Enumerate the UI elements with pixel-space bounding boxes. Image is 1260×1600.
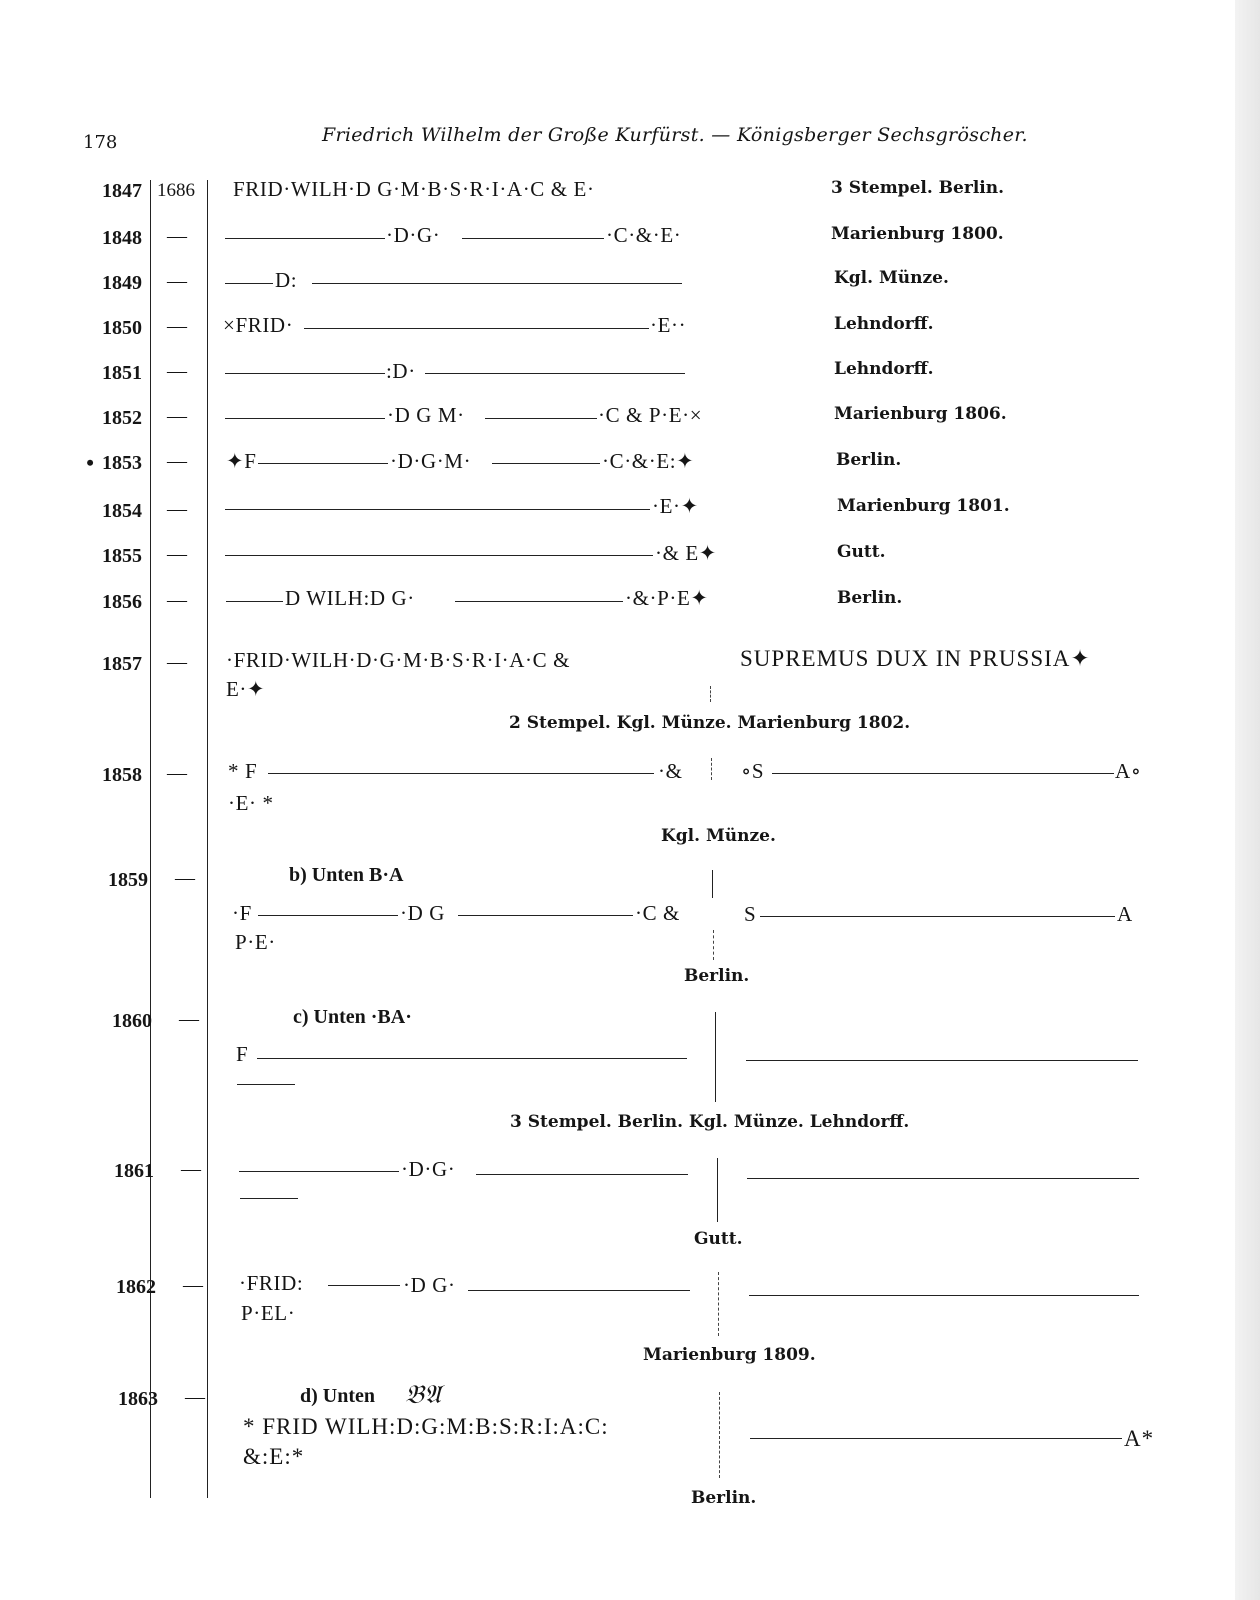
mint-note: Gutt. bbox=[837, 542, 886, 562]
legend-text: ·E·✦ bbox=[652, 494, 699, 518]
entry-number: 1848 bbox=[102, 227, 142, 249]
ellipsis-rule bbox=[760, 916, 1115, 917]
entry-date: — bbox=[167, 651, 187, 673]
obverse-legend-continued: ·E· * bbox=[228, 791, 274, 815]
ellipsis-rule bbox=[746, 1060, 1138, 1061]
legend-text: ✦F bbox=[226, 449, 257, 473]
ellipsis-rule bbox=[258, 915, 398, 916]
entry-number: 1849 bbox=[102, 272, 142, 294]
mintmaster-mark: 𝔅𝔄 bbox=[405, 1380, 442, 1410]
entry-number: 1847 bbox=[102, 180, 142, 202]
entry-date: — bbox=[167, 315, 187, 337]
side-divider bbox=[711, 758, 712, 780]
side-divider bbox=[719, 1392, 720, 1478]
ellipsis-rule bbox=[258, 463, 388, 464]
obverse-legend: * F bbox=[228, 759, 258, 783]
reverse-legend: A bbox=[1117, 902, 1133, 926]
ellipsis-rule bbox=[225, 238, 385, 239]
mint-note: 3 Stempel. Berlin. bbox=[831, 178, 1005, 198]
entry-date: — bbox=[167, 498, 187, 520]
running-header: Friedrich Wilhelm der Große Kurfürst. — Königsberger Sechsgröscher. bbox=[322, 124, 1028, 146]
obverse-legend: ·F bbox=[232, 901, 252, 925]
legend-text: D: bbox=[275, 268, 298, 292]
obverse-legend: ·C & bbox=[635, 901, 680, 925]
legend-text: ·D G M· bbox=[387, 403, 465, 427]
mint-note: 2 Stempel. Kgl. Münze. Marienburg 1802. bbox=[509, 713, 911, 733]
entry-number: 1850 bbox=[102, 317, 142, 339]
obverse-legend: * FRID WILH:D:G:M:B:S:R:I:A:C: bbox=[243, 1414, 609, 1439]
ellipsis-rule bbox=[312, 283, 682, 284]
ellipsis-rule bbox=[225, 509, 650, 510]
mint-note: Gutt. bbox=[694, 1229, 743, 1249]
mint-note: Lehndorff. bbox=[834, 314, 934, 334]
ellipsis-rule bbox=[226, 601, 283, 602]
page-number: 178 bbox=[83, 132, 118, 153]
ellipsis-rule bbox=[747, 1178, 1139, 1179]
entry-number: 1860 bbox=[112, 1010, 152, 1032]
entry-date: — bbox=[167, 270, 187, 292]
ellipsis-rule bbox=[468, 1290, 690, 1291]
ellipsis-rule bbox=[239, 1171, 399, 1172]
obverse-legend: ·FRID: bbox=[239, 1271, 304, 1295]
section-heading: c) Unten ·BA· bbox=[293, 1006, 412, 1028]
reverse-legend: S bbox=[744, 902, 757, 926]
entry-date: 1686 bbox=[157, 180, 195, 201]
obverse-legend: ·D G bbox=[400, 901, 445, 925]
section-heading: b) Unten B·A bbox=[289, 864, 404, 886]
entry-date: — bbox=[167, 360, 187, 382]
ellipsis-rule bbox=[268, 773, 654, 774]
obverse-legend-continued: E·✦ bbox=[226, 677, 266, 701]
ellipsis-rule bbox=[257, 1058, 687, 1059]
obverse-legend: ·FRID·WILH·D·G·M·B·S·R·I·A·C & bbox=[226, 648, 571, 672]
ellipsis-rule bbox=[462, 238, 604, 239]
mint-note: Berlin. bbox=[691, 1488, 757, 1508]
entry-date: — bbox=[167, 225, 187, 247]
side-divider bbox=[717, 1158, 718, 1222]
mint-note: Marienburg 1800. bbox=[831, 224, 1004, 244]
mint-note: Marienburg 1809. bbox=[643, 1345, 816, 1365]
entry-number: 1857 bbox=[102, 653, 142, 675]
obverse-legend: ·& bbox=[658, 759, 683, 783]
legend-text: ·C·&·E· bbox=[606, 223, 682, 247]
obverse-legend: ·D G· bbox=[403, 1273, 456, 1297]
entry-date: — bbox=[167, 762, 187, 784]
legend-text: FRID·WILH·D G·M·B·S·R·I·A·C & E· bbox=[233, 177, 595, 201]
ellipsis-rule bbox=[304, 328, 649, 329]
legend-text: ·& E✦ bbox=[655, 541, 718, 565]
ellipsis-rule bbox=[750, 1438, 1122, 1439]
reverse-legend: A* bbox=[1124, 1426, 1155, 1451]
legend-text: ·E·· bbox=[650, 313, 687, 337]
entry-number: 1855 bbox=[102, 545, 142, 567]
side-divider bbox=[718, 1272, 719, 1336]
page-edge bbox=[1235, 0, 1260, 1600]
mint-note: Kgl. Münze. bbox=[834, 268, 949, 288]
legend-text: ·C·&·E:✦ bbox=[602, 449, 695, 473]
ellipsis-rule bbox=[237, 1084, 295, 1085]
entry-date: — bbox=[167, 589, 187, 611]
side-divider bbox=[712, 870, 713, 898]
side-divider bbox=[715, 1012, 716, 1102]
section-heading: d) Unten bbox=[300, 1385, 376, 1407]
mint-note: 3 Stempel. Berlin. Kgl. Münze. Lehndorff. bbox=[510, 1112, 910, 1132]
mint-note: Lehndorff. bbox=[834, 359, 934, 379]
mint-note: Marienburg 1806. bbox=[834, 404, 1007, 424]
entry-date: — bbox=[179, 1008, 199, 1030]
ellipsis-rule bbox=[425, 373, 685, 374]
obverse-legend-continued: P·EL· bbox=[241, 1301, 296, 1325]
ellipsis-rule bbox=[772, 773, 1114, 774]
legend-text: ·D·G·M· bbox=[390, 449, 472, 473]
entry-number: 1852 bbox=[102, 407, 142, 429]
ellipsis-rule bbox=[225, 373, 385, 374]
obverse-legend: ·D·G· bbox=[401, 1157, 456, 1181]
entry-number: 1862 bbox=[116, 1276, 156, 1298]
entry-number: 1851 bbox=[102, 362, 142, 384]
ellipsis-rule bbox=[328, 1285, 400, 1286]
entry-date: — bbox=[167, 543, 187, 565]
ellipsis-rule bbox=[476, 1174, 688, 1175]
side-divider bbox=[713, 930, 714, 960]
reverse-legend: ∘S bbox=[741, 759, 765, 783]
mint-note: Berlin. bbox=[837, 588, 903, 608]
side-divider bbox=[710, 686, 711, 702]
entry-star: • bbox=[86, 450, 94, 475]
ellipsis-rule bbox=[749, 1295, 1139, 1296]
obverse-legend-continued: &:E:* bbox=[243, 1444, 305, 1469]
entry-date: — bbox=[167, 405, 187, 427]
entry-number: 1853 bbox=[102, 452, 142, 474]
ellipsis-rule bbox=[225, 555, 653, 556]
ellipsis-rule bbox=[458, 915, 633, 916]
entry-number: 1863 bbox=[118, 1388, 158, 1410]
ellipsis-rule bbox=[455, 601, 623, 602]
legend-text: ·C & P·E·× bbox=[598, 403, 703, 427]
ellipsis-rule bbox=[485, 418, 597, 419]
reverse-legend: SUPREMUS DUX IN PRUSSIA✦ bbox=[740, 646, 1091, 671]
legend-text: D WILH:D G· bbox=[285, 586, 415, 610]
ellipsis-rule bbox=[492, 463, 600, 464]
mint-note: Marienburg 1801. bbox=[837, 496, 1010, 516]
legend-text: ·D·G· bbox=[386, 223, 441, 247]
mint-note: Berlin. bbox=[836, 450, 902, 470]
legend-text: :D· bbox=[386, 359, 416, 383]
ellipsis-rule bbox=[225, 418, 385, 419]
legend-text: ×FRID· bbox=[223, 313, 294, 337]
entry-number: 1856 bbox=[102, 591, 142, 613]
entry-date: — bbox=[175, 867, 195, 889]
obverse-legend-continued: P·E· bbox=[235, 930, 276, 954]
ellipsis-rule bbox=[225, 283, 273, 284]
entry-date: — bbox=[181, 1158, 201, 1180]
entry-date: — bbox=[183, 1274, 203, 1296]
entry-number: 1861 bbox=[114, 1160, 154, 1182]
mint-note: Berlin. bbox=[684, 966, 750, 986]
entry-date: — bbox=[185, 1386, 205, 1408]
entry-number: 1859 bbox=[108, 869, 148, 891]
entry-number: 1854 bbox=[102, 500, 142, 522]
entry-date: — bbox=[167, 450, 187, 472]
mint-note: Kgl. Münze. bbox=[661, 826, 776, 846]
reverse-legend: A∘ bbox=[1115, 759, 1142, 783]
column-rule-right bbox=[207, 180, 208, 1498]
ellipsis-rule bbox=[240, 1198, 298, 1199]
legend-text: ·&·P·E✦ bbox=[625, 586, 709, 610]
obverse-legend: F bbox=[236, 1042, 249, 1066]
entry-number: 1858 bbox=[102, 764, 142, 786]
column-rule-left bbox=[150, 180, 151, 1498]
